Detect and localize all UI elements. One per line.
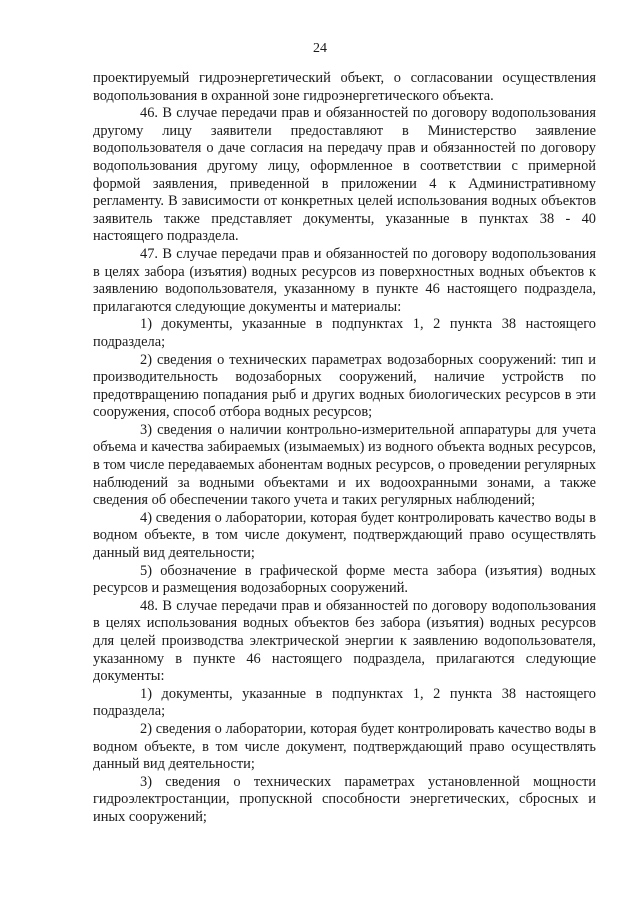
paragraph-47: 47. В случае передачи прав и обязанностей по договору водопользования в целях забора (изъятия) водных ресурсов из поверхностных водных объектов к заявлению водопользователя, указанному в пункте 46 настоящего подраздела, прилагаются следующие документы и материалы: bbox=[93, 245, 596, 315]
paragraph-47-item-1: 1) документы, указанные в подпунктах 1, 2 пункта 38 настоящего подраздела; bbox=[93, 316, 596, 350]
paragraph-48-item-3: 3) сведения о технических параметрах установленной мощности гидроэлектростанции, пропускной способности энергетических, сбросных и иных сооружений; bbox=[93, 773, 596, 825]
paragraph-47-item-4: 4) сведения о лаборатории, которая будет контролировать качество воды в водном объекте, в том числе документ, подтверждающий право осуществлять данный вид деятельности; bbox=[93, 509, 596, 562]
paragraph-48-item-2: 2) сведения о лаборатории, которая будет контролировать качество воды в водном объекте, в том числе документ, подтверждающий право осуществлять данный вид деятельности; bbox=[93, 720, 596, 773]
paragraph-48-item-1: 1) документы, указанные в подпунктах 1, 2 пункта 38 настоящего подраздела; bbox=[93, 685, 596, 720]
paragraph-47-item-3: 3) сведения о наличии контрольно-измерительной аппаратуры для учета объема и качества забираемых (изымаемых) из водного объекта водных ресурсов, в том числе передаваемых абонентам водных ресурсов, о проведении регулярных наблюдений за водными объектами и их водоохранными зонами, а также сведения об обеспечении такого учета и таких регулярных наблюдений; bbox=[93, 421, 596, 509]
document-body bbox=[93, 70, 596, 827]
paragraph-47-item-5: 5) обозначение в графической форме места забора (изъятия) водных ресурсов и размещения водозаборных сооружений. bbox=[93, 562, 596, 597]
paragraph-47-item-2: 2) сведения о технических параметрах водозаборных сооружений: тип и производительность водозаборных сооружений, наличие устройств по предотвращению попадания рыб и других водных биологических ресурсов в эти сооружения, способ отбора водных ресурсов; bbox=[93, 351, 596, 421]
paragraph-48: 48. В случае передачи прав и обязанностей по договору водопользования в целях использования водных объектов без забора (изъятия) водных ресурсов для целей производства электрической энергии к заявлению водопользователя, указанному в пункте 46 настоящего подраздела, прилагаются следующие документы: bbox=[93, 597, 596, 685]
paragraph-continuation: проектируемый гидроэнергетический объект, о согласовании осуществления водопользования в охранной зоне гидроэнергетического объекта. bbox=[93, 70, 596, 104]
paragraph-46: 46. В случае передачи прав и обязанностей по договору водопользования другому лицу заявители предоставляют в Министерство заявление водопользователя о даче согласия на передачу прав и обязанностей по договору водопользования другому лицу, оформленное в соответствии с примерной формой заявления, приведенной в приложении 4 к Административному регламенту. В зависимости от конкретных целей использования водных объектов заявитель также представляет документы, указанные в пунктах 38 - 40 настоящего подраздела. bbox=[93, 105, 596, 245]
page-number: 24 bbox=[313, 41, 327, 56]
